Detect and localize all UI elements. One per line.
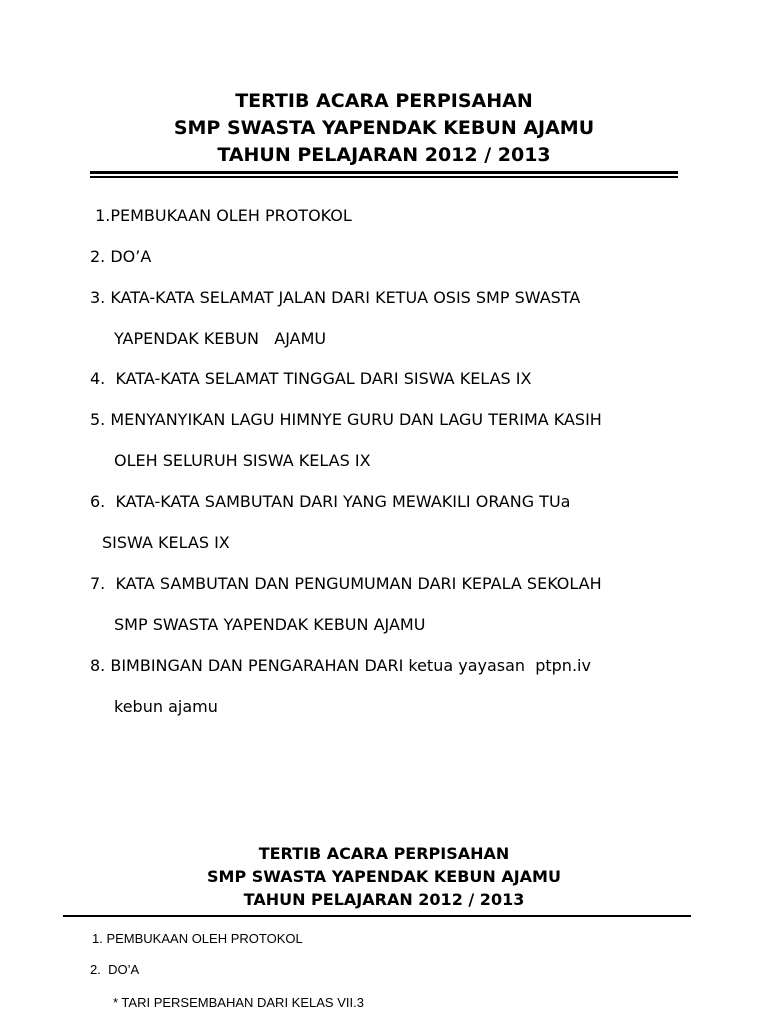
agenda-item: 8. BIMBINGAN DAN PENGARAHAN DARI ketua yayasan ptpn.iv [90,656,591,675]
agenda-item-continuation: YAPENDAK KEBUN AJAMU [114,329,327,348]
double-divider [90,171,678,178]
agenda-item: 1.PEMBUKAAN OLEH PROTOKOL [90,206,352,225]
document-title-block [0,88,768,169]
agenda-item-continuation: SMP SWASTA YAPENDAK KEBUN AJAMU [114,615,426,634]
agenda-item: 4. KATA-KATA SELAMAT TINGGAL DARI SISWA KELAS IX [90,369,532,388]
academic-year: TAHUN PELAJARAN 2012 / 2013 [217,144,551,166]
single-divider [63,915,691,917]
agenda-item: 6. KATA-KATA SAMBUTAN DARI YANG MEWAKILI ORANG TUa [90,492,571,511]
school-name: SMP SWASTA YAPENDAK KEBUN AJAMU [173,117,595,139]
agenda-item: 2. DO’A [90,247,152,266]
second-school-name: SMP SWASTA YAPENDAK KEBUN AJAMU [207,867,561,886]
agenda-item-continuation: SISWA KELAS IX [102,533,230,552]
agenda-item-continuation: OLEH SELURUH SISWA KELAS IX [114,451,371,470]
document-title: TERTIB ACARA PERPISAHAN [235,90,533,112]
second-academic-year: TAHUN PELAJARAN 2012 / 2013 [243,890,525,909]
agenda-item: 3. KATA-KATA SELAMAT JALAN DARI KETUA OSIS SMP SWASTA [90,288,581,307]
second-agenda-subitem: * TARI PERSEMBAHAN DARI KELAS VII.3 [113,995,364,1010]
second-agenda-item: 2. DO’A [90,962,140,977]
agenda-item-continuation: kebun ajamu [114,697,218,716]
second-agenda-item: 1. PEMBUKAAN OLEH PROTOKOL [92,931,303,946]
second-title-block [0,842,768,911]
second-document-title: TERTIB ACARA PERPISAHAN [258,844,510,863]
agenda-item: 7. KATA SAMBUTAN DAN PENGUMUMAN DARI KEPALA SEKOLAH [90,574,602,593]
agenda-item: 5. MENYANYIKAN LAGU HIMNYE GURU DAN LAGU TERIMA KASIH [90,410,602,429]
